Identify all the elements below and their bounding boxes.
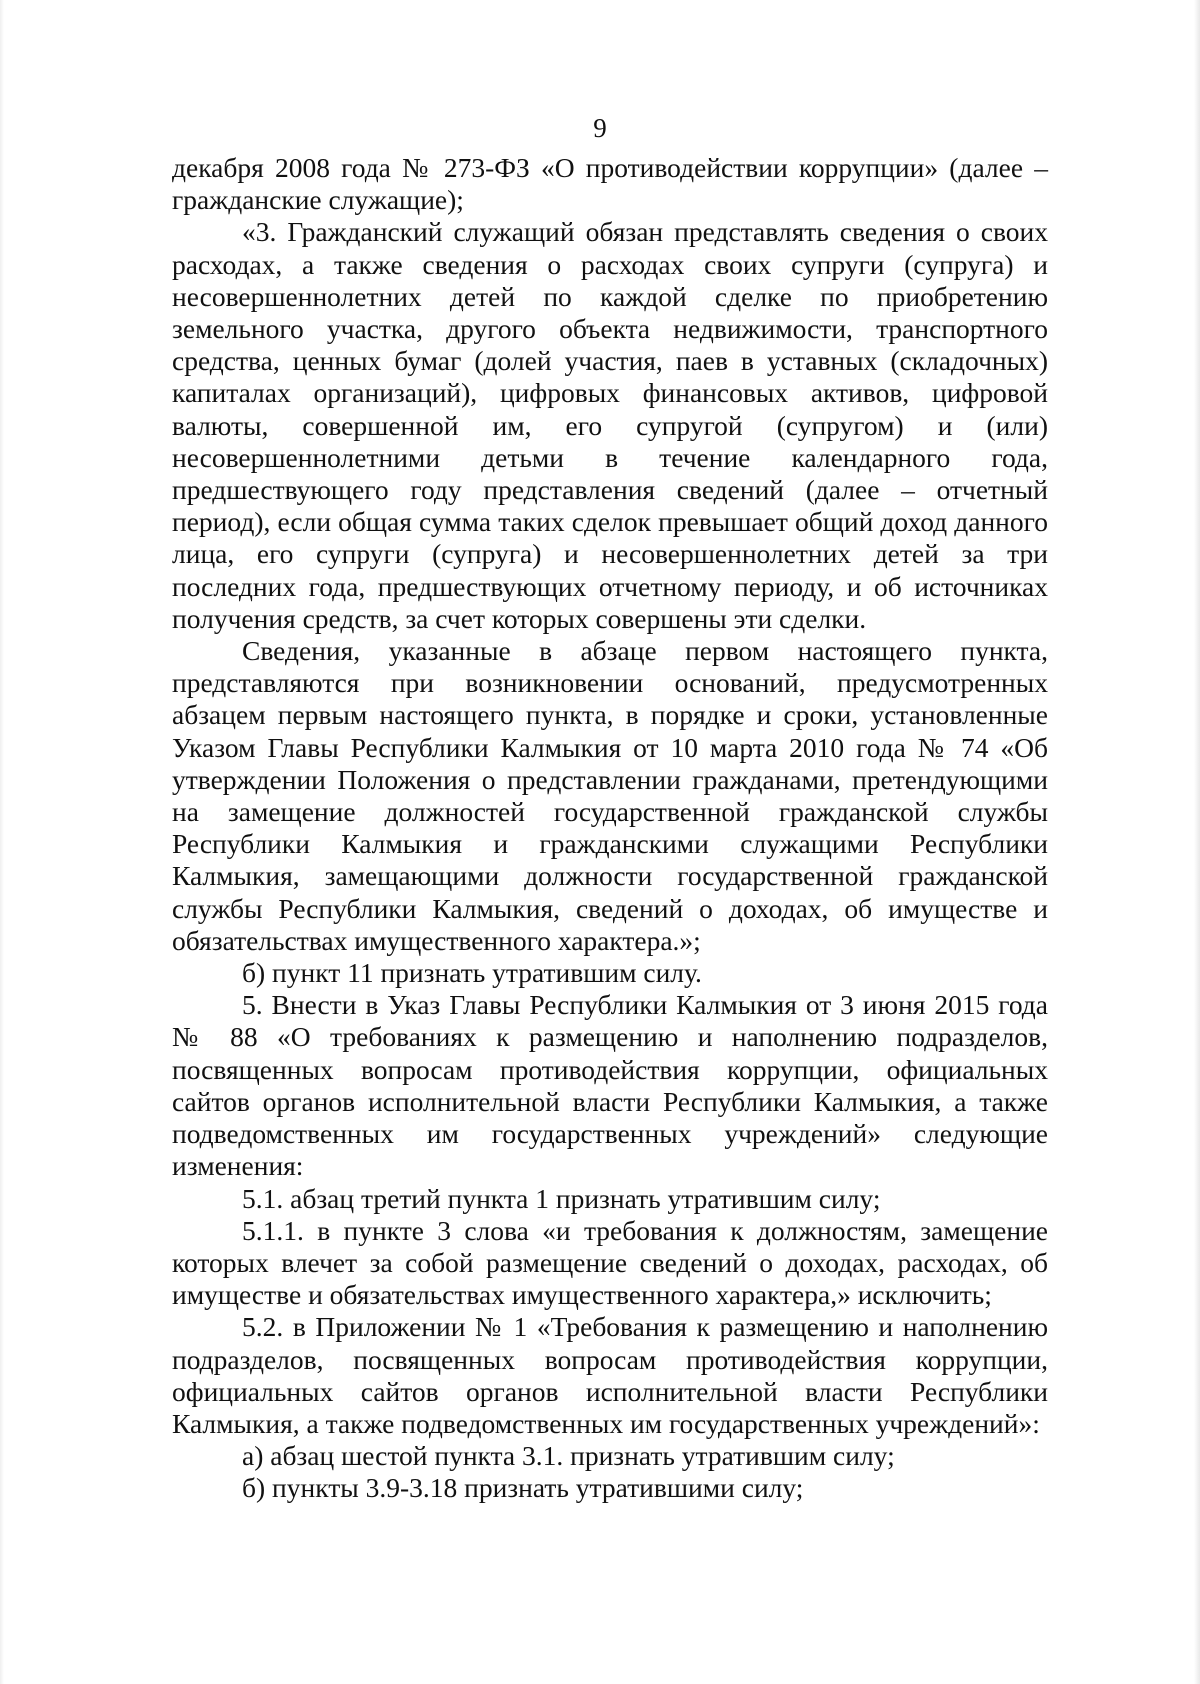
scan-left-edge xyxy=(0,0,4,1684)
paragraph-svedeniya: Сведения, указанные в абзаце первом настоящего пункта, представляются при возникновении оснований, предусмотренных абзацем первым настоящего пункта, в порядке и сроки, установленные Указом Главы Республики Калмыкия от 10 марта 2010 года № 74 «Об утверждении Положения о представлении гражданами, претендующими на замещение должностей государственной гражданской службы Республики Калмыкия и гражданскими служащими Республики Калмыкия, замещающими должности государственной гражданской службы Республики Калмыкия, сведений о доходах, об имуществе и обязательствах имущественного характера.»; xyxy=(172,635,1048,956)
paragraph-item-5: 5. Внести в Указ Главы Республики Калмыкия от 3 июня 2015 года № 88 «О требованиях к размещению и наполнению подразделов, посвященных вопросам противодействия коррупции, официальных сайтов органов исполнительной власти Республики Калмыкия, а также подведомственных им государственных учреждений» следующие изменения: xyxy=(172,989,1048,1182)
paragraph-b-items-3-9-3-18: б) пункты 3.9-3.18 признать утратившими силу; xyxy=(242,1472,804,1504)
paragraph-b-item-11: б) пункт 11 признать утратившим силу. xyxy=(242,957,702,989)
paragraph-item-5-1: 5.1. абзац третий пункта 1 признать утратившим силу; xyxy=(242,1182,881,1214)
document-body xyxy=(172,152,1048,1505)
page-number: 9 xyxy=(593,113,607,143)
scan-right-edge xyxy=(1194,0,1200,1684)
paragraph-a-item-3-1: а) абзац шестой пункта 3.1. признать утратившим силу; xyxy=(242,1440,895,1472)
paragraph-item-5-2: 5.2. в Приложении № 1 «Требования к размещению и наполнению подразделов, посвященных вопросам противодействия коррупции, официальных сайтов органов исполнительной власти Республики Калмыкия, а также подведомственных им государственных учреждений»: xyxy=(172,1311,1048,1439)
paragraph-item-5-1-1: 5.1.1. в пункте 3 слова «и требования к должностям, замещение которых влечет за собой размещение сведений о доходах, расходах, об имуществе и обязательствах имущественного характера,» исключить; xyxy=(172,1214,1048,1311)
paragraph-continuation: декабря 2008 года № 273-ФЗ «О противодействии коррупции» (далее – гражданские служащие); xyxy=(172,152,1048,216)
paragraph-item-3: «3. Гражданский служащий обязан представлять сведения о своих расходах, а также сведения о расходах своих супруги (супруга) и несовершеннолетних детей по каждой сделке по приобретению земельного участка, другого объекта недвижимости, транспортного средства, ценных бумаг (долей участия, паев в уставных (складочных) капиталах организаций), цифровых финансовых активов, цифровой валюты, совершенной им, его супругой (супругом) и (или) несовершеннолетними детьми в течение календарного года, предшествующего году представления сведений (далее – отчетный период), если общая сумма таких сделок превышает общий доход данного лица, его супруги (супруга) и несовершеннолетних детей за три последних года, предшествующих отчетному периоду, и об источниках получения средств, за счет которых совершены эти сделки. xyxy=(172,216,1048,634)
